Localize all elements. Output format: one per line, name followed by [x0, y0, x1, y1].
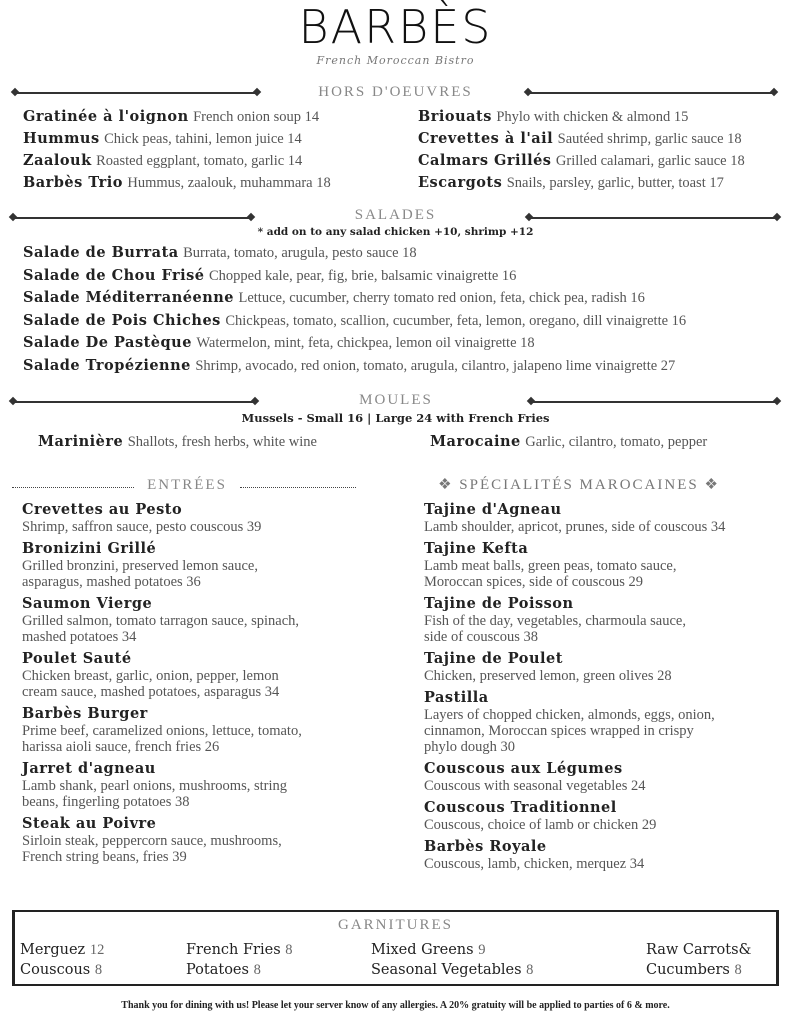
item-name: Tajine de Poisson	[424, 595, 574, 612]
item-description: Garlic, cilantro, tomato, pepper	[525, 434, 708, 450]
garniture-name: Couscous	[20, 962, 91, 978]
garniture-name: Seasonal Vegetables	[371, 962, 522, 978]
item-name: Barbès Trio	[23, 174, 123, 191]
divider	[14, 92, 258, 94]
item-name: Steak au Poivre	[22, 815, 157, 832]
menu-item	[22, 595, 302, 645]
item-description: Sautéed shrimp, garlic sauce 18	[557, 131, 742, 147]
garniture-item	[371, 940, 533, 960]
item-name: Salade de Chou Frisé	[23, 266, 205, 284]
item-name: Tajine Kefta	[424, 540, 529, 557]
item-name: Salade Tropézienne	[23, 356, 191, 374]
divider	[528, 217, 778, 219]
menu-item	[424, 838, 725, 872]
menu-item	[430, 431, 707, 453]
item-description: Hummus, zaalouk, muhammara 18	[127, 175, 331, 191]
item-name: Salade De Pastèque	[23, 334, 192, 352]
menu-item	[23, 128, 331, 150]
item-name: Saumon Vierge	[22, 595, 153, 612]
menu-item	[23, 242, 686, 265]
item-description: Couscous, lamb, chicken, merquez 34	[424, 856, 645, 872]
mussels-pricing: Mussels - Small 16 | Large 24 with French Fries	[241, 411, 550, 425]
garniture-price: 8	[253, 962, 261, 978]
garniture-name: Raw Carrots&	[646, 942, 752, 958]
item-description: Lamb meat balls, green peas, tomato sauce,	[424, 558, 677, 574]
item-description: side of couscous 38	[424, 629, 538, 645]
menu-item	[23, 106, 331, 128]
garniture-price: 8	[94, 962, 103, 978]
item-description: Chickpeas, tomato, scallion, cucumber, feta, lemon, oregano, dill vinaigrette 16	[225, 312, 687, 329]
item-description: Grilled salmon, tomato tarragon sauce, spinach,	[22, 613, 300, 629]
item-description: Moroccan spices, side of couscous 29	[424, 574, 644, 590]
item-description: Couscous, choice of lamb or chicken 29	[424, 817, 657, 833]
menu-item	[23, 172, 331, 194]
section-title-hors-doeuvres: HORS D'OEUVRES	[318, 84, 473, 100]
item-description: mashed potatoes 34	[22, 629, 137, 645]
garniture-price: 12	[89, 942, 105, 958]
item-name: Briouats	[418, 108, 492, 125]
menu-item	[424, 650, 725, 684]
menu-item	[424, 501, 725, 535]
menu-item	[418, 128, 745, 150]
item-name: Barbès Royale	[424, 838, 547, 855]
menu-item	[23, 150, 331, 172]
item-description: Chopped kale, pear, fig, brie, balsamic vinaigrette 16	[208, 267, 517, 284]
salad-addon-note: * add on to any salad chicken +10, shrimp +12	[257, 226, 534, 238]
item-description: Shrimp, avocado, red onion, tomato, arugula, cilantro, jalapeno lime vinaigrette 27	[195, 357, 676, 374]
item-description: Grilled bronzini, preserved lemon sauce,	[22, 558, 258, 574]
item-description: Chick peas, tahini, lemon juice 14	[104, 131, 302, 147]
garniture-column	[371, 940, 533, 980]
divider	[530, 401, 778, 403]
menu-item	[424, 689, 725, 755]
item-name: Couscous Traditionnel	[424, 799, 617, 816]
item-description: Lettuce, cucumber, cherry tomato red onion, feta, chick pea, radish 16	[238, 290, 645, 307]
item-description: French onion soup 14	[193, 109, 320, 125]
menu-item	[38, 431, 317, 453]
menu-item	[22, 650, 302, 700]
item-name: Escargots	[418, 174, 503, 191]
item-name: Tajine de Poulet	[424, 650, 563, 667]
item-description: asparagus, mashed potatoes 36	[22, 574, 201, 590]
menu-item	[22, 760, 302, 810]
menu-item	[424, 540, 725, 590]
restaurant-logo: BARBÈS	[298, 0, 493, 54]
item-description: beans, fingerling potatoes 38	[22, 794, 190, 810]
menu-item	[22, 815, 302, 865]
salades-list	[23, 242, 686, 378]
footer-note: Thank you for dining with us! Please let your server know of any allergies. A 20% gratuity will be applied to parties of 6 & more.	[121, 1000, 670, 1011]
item-description: Couscous with seasonal vegetables 24	[424, 778, 646, 794]
item-description: Grilled calamari, garlic sauce 18	[555, 153, 745, 169]
item-description: Chicken breast, garlic, onion, pepper, lemon	[22, 668, 279, 684]
divider	[12, 487, 134, 488]
garniture-item	[20, 940, 104, 960]
garniture-item	[20, 960, 104, 980]
divider	[12, 401, 256, 403]
menu-item	[23, 265, 686, 288]
item-name: Marocaine	[430, 433, 521, 450]
garniture-column	[646, 940, 751, 980]
garniture-item	[646, 960, 751, 980]
item-description: phylo dough 30	[424, 739, 516, 755]
menu-item	[23, 310, 686, 333]
item-description: Lamb shoulder, apricot, prunes, side of couscous 34	[424, 519, 726, 535]
item-name: Gratinée à l'oignon	[23, 108, 189, 125]
item-description: Lamb shank, pearl onions, mushrooms, string	[22, 778, 288, 794]
item-name: Salade de Pois Chiches	[23, 311, 221, 329]
item-name: Jarret d'agneau	[22, 760, 156, 777]
item-description: French string beans, fries 39	[22, 849, 187, 865]
section-title-salades: SALADES	[354, 207, 437, 223]
item-name: Crevettes à l'ail	[418, 130, 554, 147]
menu-item	[23, 332, 686, 355]
item-name: Barbès Burger	[22, 705, 148, 722]
section-title-moules: MOULES	[359, 392, 433, 408]
section-title-specialites: ❖ SPÉCIALITÉS MAROCAINES ❖	[438, 477, 720, 493]
garniture-name: Merguez	[20, 942, 86, 958]
menu-item	[22, 540, 302, 590]
menu-item	[23, 355, 686, 378]
garniture-item	[646, 940, 751, 960]
item-description: cinnamon, Moroccan spices wrapped in crispy	[424, 723, 694, 739]
section-title-entrees: ENTRÉES	[147, 477, 227, 493]
divider	[527, 92, 775, 94]
garniture-price: 8	[526, 962, 534, 978]
item-description: Phylo with chicken & almond 15	[496, 109, 689, 125]
item-name: Zaalouk	[23, 152, 92, 169]
item-description: Chicken, preserved lemon, green olives 28	[424, 668, 672, 684]
divider	[240, 487, 356, 488]
menu-item	[418, 172, 745, 194]
item-description: Snails, parsley, garlic, butter, toast 17	[506, 175, 724, 191]
item-description: Layers of chopped chicken, almonds, eggs, onion,	[424, 707, 715, 723]
hors-doeuvres-left-column	[23, 106, 331, 194]
garniture-item	[186, 960, 293, 980]
menu-item	[424, 595, 725, 645]
hors-doeuvres-right-column	[418, 106, 745, 194]
item-name: Salade Méditerranéenne	[23, 289, 235, 307]
garniture-column	[186, 940, 293, 980]
item-name: Couscous aux Légumes	[424, 760, 623, 777]
item-name: Crevettes au Pesto	[22, 501, 183, 518]
restaurant-tagline: French Moroccan Bistro	[316, 54, 475, 67]
garniture-name: Potatoes	[186, 962, 249, 978]
garniture-item	[371, 960, 533, 980]
item-name: Calmars Grillés	[418, 152, 552, 169]
section-title-garnitures: GARNITURES	[337, 917, 453, 933]
item-description: Prime beef, caramelized onions, lettuce, tomato,	[22, 723, 302, 739]
item-description: Roasted eggplant, tomato, garlic 14	[96, 153, 303, 169]
menu-item	[22, 705, 302, 755]
garniture-column	[20, 940, 104, 980]
item-name: Poulet Sauté	[22, 650, 132, 667]
garniture-price: 8	[285, 942, 293, 958]
item-description: Watermelon, mint, feta, chickpea, lemon oil vinaigrette 18	[196, 335, 535, 352]
item-description: Shrimp, saffron sauce, pesto couscous 39	[22, 519, 262, 535]
item-name: Tajine d'Agneau	[424, 501, 562, 518]
item-description: Burrata, tomato, arugula, pesto sauce 18	[183, 245, 417, 261]
garniture-name: Mixed Greens	[371, 942, 474, 958]
item-description: Sirloin steak, peppercorn sauce, mushrooms,	[22, 833, 282, 849]
item-name: Bronizini Grillé	[22, 540, 157, 557]
garniture-price: 8	[734, 962, 742, 978]
garnitures-list	[20, 940, 775, 980]
menu-item	[418, 150, 745, 172]
specialites-list	[424, 501, 725, 877]
entrees-list	[22, 501, 302, 870]
menu-item	[22, 501, 302, 535]
item-description: harissa aioli sauce, french fries 26	[22, 739, 220, 755]
item-name: Hummus	[23, 130, 100, 147]
garniture-price: 9	[478, 942, 486, 958]
item-name: Marinière	[38, 433, 124, 450]
item-description: cream sauce, mashed potatoes, asparagus 34	[22, 684, 280, 700]
item-description: Shallots, fresh herbs, white wine	[127, 434, 317, 450]
item-name: Salade de Burrata	[23, 244, 179, 261]
menu-item	[418, 106, 745, 128]
menu-item	[23, 287, 686, 310]
garniture-name: French Fries	[186, 942, 281, 958]
garniture-item	[186, 940, 293, 960]
menu-item	[424, 760, 725, 794]
garniture-name: Cucumbers	[646, 962, 730, 978]
item-description: Fish of the day, vegetables, charmoula sauce,	[424, 613, 686, 629]
item-name: Pastilla	[424, 689, 489, 706]
divider	[12, 217, 252, 219]
menu-item	[424, 799, 725, 833]
